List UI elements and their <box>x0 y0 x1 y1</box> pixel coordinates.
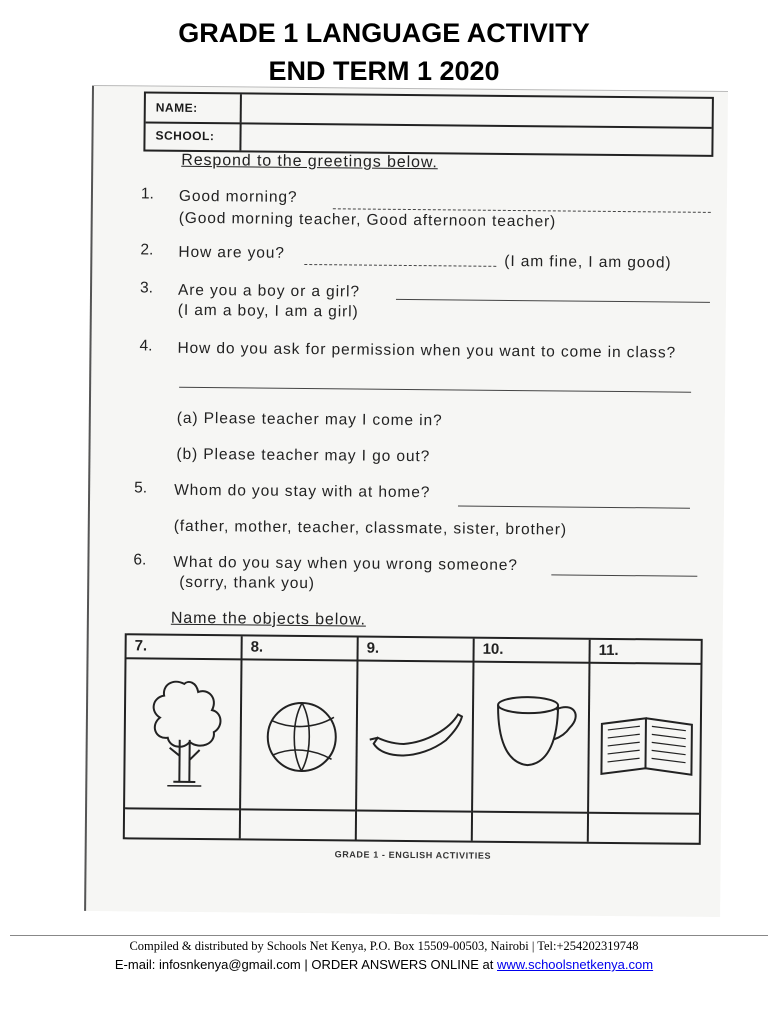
tree-icon <box>133 663 234 804</box>
object-number: 11. <box>598 641 619 660</box>
footer-contact <box>0 957 768 972</box>
object-number: 8. <box>250 638 264 656</box>
name-label: NAME: <box>146 93 242 122</box>
question-text: What do you say when you wrong someone? <box>173 553 518 575</box>
name-school-box <box>143 91 714 156</box>
object-number: 7. <box>134 637 148 655</box>
answer-line <box>396 298 710 303</box>
object-cell <box>241 636 359 839</box>
answer-options: (sorry, thank you) <box>179 573 315 593</box>
question-text: How are you? <box>178 243 285 262</box>
answer-line <box>551 573 697 576</box>
object-number: 9. <box>366 639 380 657</box>
section-heading-objects: Name the objects below. <box>170 609 367 629</box>
question-text: Whom do you stay with at home? <box>174 481 431 502</box>
answer-options: (father, mother, teacher, classmate, sister, brother) <box>173 517 568 539</box>
question-text: Are you a boy or a girl? <box>177 281 360 301</box>
page-title: GRADE 1 LANGUAGE ACTIVITY <box>178 18 590 48</box>
footer-divider <box>10 935 768 936</box>
answer-line <box>458 504 690 508</box>
answer-line <box>179 386 691 393</box>
question-number: 5. <box>134 479 148 497</box>
object-cell <box>125 635 243 838</box>
question-number: 6. <box>133 551 147 569</box>
question-number: 3. <box>139 279 154 297</box>
book-icon <box>597 668 698 809</box>
cup-icon <box>481 667 582 808</box>
question-text: How do you ask for permission when you want to come in class? <box>177 339 677 362</box>
question-number: 1. <box>140 185 154 203</box>
school-label: SCHOOL: <box>145 121 241 150</box>
object-cell <box>589 640 701 843</box>
ball-icon <box>249 664 350 805</box>
object-cell <box>473 639 591 842</box>
question-number: 2. <box>140 241 154 259</box>
objects-table <box>123 633 703 845</box>
object-number: 10. <box>482 640 504 658</box>
answer-line <box>304 263 496 267</box>
footer-credits: Compiled & distributed by Schools Net Kenya, P.O. Box 15509-00503, Nairobi | Tel:+254202319748 <box>129 939 639 953</box>
answer-options: (I am a boy, I am a girl) <box>177 301 359 321</box>
school-row <box>145 121 711 154</box>
page-subtitle: END TERM 1 2020 <box>268 56 500 86</box>
answer-options: (Good morning teacher, Good afternoon teacher) <box>178 209 557 231</box>
question-number: 4. <box>139 337 153 355</box>
answer-options: (I am fine, I am good) <box>504 252 672 272</box>
option-a: (a) Please teacher may I come in? <box>176 409 443 430</box>
question-text: Good morning? <box>178 187 298 206</box>
footer-email-text: E-mail: infosnkenya@gmail.com | ORDER ANSWERS ONLINE at <box>114 957 498 972</box>
scanned-worksheet <box>84 85 728 917</box>
scan-footer-caption: GRADE 1 - ENGLISH ACTIVITIES <box>334 849 492 861</box>
option-b: (b) Please teacher may I go out? <box>176 445 431 466</box>
banana-icon <box>365 666 466 807</box>
website-link[interactable]: www.schoolsnetkenya.com <box>497 957 654 972</box>
section-heading-greetings: Respond to the greetings below. <box>181 151 438 172</box>
object-cell <box>357 638 475 841</box>
scan-edge <box>84 85 94 911</box>
